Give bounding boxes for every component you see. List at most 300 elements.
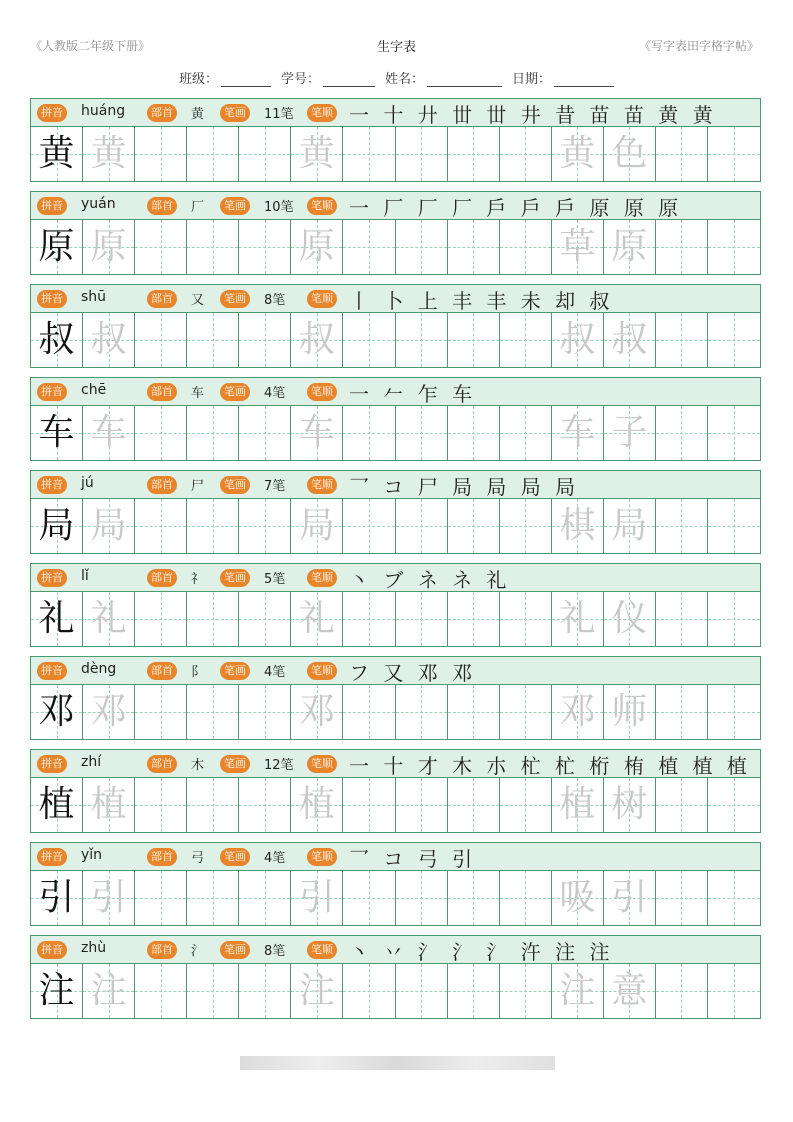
grid-cell[interactable] [343,499,395,553]
strokes-value: 4笔 [264,665,286,680]
grid-cell[interactable] [83,127,135,181]
grid-cell[interactable] [552,685,604,739]
grid-cell[interactable] [396,964,448,1018]
grid-cell[interactable] [83,592,135,646]
grid-cell[interactable] [708,406,760,460]
name-field[interactable] [427,72,502,87]
model-character: 局 [38,505,75,546]
grid-cell[interactable] [239,127,291,181]
grid-cell[interactable] [396,871,448,925]
trace-character: 叔 [90,319,127,360]
grid-cell[interactable] [83,778,135,832]
pinyin-value: zhù [81,940,107,956]
stroke-order: 丨 卜 上 丰 丰 未 却 叔 [349,289,614,313]
grid-cell[interactable] [83,220,135,274]
grid-cell[interactable] [343,592,395,646]
grid-cell[interactable] [135,499,187,553]
grid-cell[interactable] [187,871,239,925]
strokes-value: 4笔 [264,851,286,866]
grid-cell[interactable] [552,964,604,1018]
pinyin-value: zhí [81,754,102,770]
model-character: 车 [38,412,75,453]
radical-value: 弓 [191,851,205,866]
grid-cell[interactable] [396,127,448,181]
grid-cell[interactable] [448,406,500,460]
grid-cell[interactable] [552,778,604,832]
grid-cell[interactable] [291,220,343,274]
class-label: 班级： [178,72,218,87]
order-badge: 笔顺 [307,383,337,401]
radical-badge: 部首 [147,476,177,494]
trace-character: 原 [90,226,127,267]
trace-character: 黄 [298,133,335,174]
grid-cell[interactable] [291,871,343,925]
radical-badge: 部首 [147,197,177,215]
trace-character: 邓 [90,691,127,732]
trace-character: 色 [611,133,648,174]
trace-character: 黄 [559,133,596,174]
page-title: 生字表 [376,40,416,55]
grid-cell[interactable] [187,220,239,274]
pinyin-value: dèng [81,661,117,677]
row-header [31,750,760,778]
grid-cell[interactable] [31,964,83,1018]
grid-cell[interactable] [604,220,656,274]
pinyin-value: yuán [81,196,116,212]
trace-character: 植 [90,784,127,825]
character-row [30,191,761,275]
pinyin-badge: 拼音 [37,383,67,401]
name-label: 姓名： [385,72,425,87]
grid-cell[interactable] [656,592,708,646]
grid-cell[interactable] [552,127,604,181]
radical-value: 车 [191,386,205,401]
character-row [30,842,761,926]
grid-cell[interactable] [31,220,83,274]
grid-cell[interactable] [239,685,291,739]
strokes-value: 12笔 [264,758,294,773]
grid-cell[interactable] [239,220,291,274]
row-header [31,99,760,127]
strokes-badge: 笔画 [220,569,250,587]
grid-cell[interactable] [604,592,656,646]
grid-cell[interactable] [708,313,760,367]
practice-grid [31,778,760,832]
grid-cell[interactable] [187,964,239,1018]
grid-cell[interactable] [656,220,708,274]
grid-cell[interactable] [604,313,656,367]
grid-cell[interactable] [604,406,656,460]
grid-cell[interactable] [83,499,135,553]
grid-cell[interactable] [187,406,239,460]
radical-value: 厂 [191,200,205,215]
date-field[interactable] [554,72,614,87]
pinyin-badge: 拼音 [37,848,67,866]
strokes-badge: 笔画 [220,662,250,680]
pinyin-badge: 拼音 [37,290,67,308]
trace-character: 注 [90,970,127,1011]
row-header [31,378,760,406]
row-header [31,471,760,499]
grid-cell[interactable] [83,964,135,1018]
model-character: 引 [38,877,75,918]
trace-character: 叔 [298,319,335,360]
stroke-order: 乛 コ 弓 引 [349,847,477,871]
grid-cell[interactable] [187,592,239,646]
grid-cell[interactable] [187,778,239,832]
trace-character: 礼 [298,598,335,639]
grid-cell[interactable] [31,778,83,832]
row-header [31,192,760,220]
grid-cell[interactable] [187,127,239,181]
grid-cell[interactable] [500,406,552,460]
grid-cell[interactable] [552,220,604,274]
grid-cell[interactable] [656,778,708,832]
pinyin-value: lǐ [81,568,89,584]
trace-character: 车 [298,412,335,453]
grid-cell[interactable] [604,871,656,925]
radical-value: 黄 [191,107,205,122]
grid-cell[interactable] [291,592,343,646]
grid-cell[interactable] [239,871,291,925]
grid-cell[interactable] [31,406,83,460]
radical-badge: 部首 [147,662,177,680]
grid-cell[interactable] [552,871,604,925]
grid-cell[interactable] [343,313,395,367]
trace-character: 植 [298,784,335,825]
trace-character: 原 [611,226,648,267]
trace-character: 礼 [559,598,596,639]
trace-character: 引 [611,877,648,918]
grid-cell[interactable] [291,778,343,832]
grid-cell[interactable] [500,127,552,181]
strokes-value: 8笔 [264,293,286,308]
model-character: 原 [38,226,75,267]
grid-cell[interactable] [135,127,187,181]
trace-character: 师 [611,691,648,732]
stroke-order: 一 十 廾 丗 丗 井 昔 苗 苗 黄 黄 [349,103,717,127]
strokes-badge: 笔画 [220,104,250,122]
trace-character: 草 [559,226,596,267]
grid-cell[interactable] [31,127,83,181]
grid-cell[interactable] [135,220,187,274]
grid-cell[interactable] [448,778,500,832]
grid-cell[interactable] [396,406,448,460]
grid-cell[interactable] [396,778,448,832]
grid-cell[interactable] [31,592,83,646]
pinyin-value: huáng [81,103,126,119]
pinyin-badge: 拼音 [37,941,67,959]
grid-cell[interactable] [135,964,187,1018]
pinyin-value: chē [81,382,107,398]
grid-cell[interactable] [343,778,395,832]
pinyin-badge: 拼音 [37,569,67,587]
pinyin-badge: 拼音 [37,476,67,494]
model-character: 黄 [38,133,75,174]
trace-character: 意 [611,970,648,1011]
practice-grid [31,685,760,739]
grid-cell[interactable] [135,406,187,460]
strokes-badge: 笔画 [220,197,250,215]
grid-cell[interactable] [656,499,708,553]
row-header [31,285,760,313]
grid-cell[interactable] [656,871,708,925]
grid-cell[interactable] [83,871,135,925]
grid-cell[interactable] [31,499,83,553]
series-title: 《写字表田字格字帖》 [638,39,759,53]
grid-cell[interactable] [552,592,604,646]
grid-cell[interactable] [343,406,395,460]
radical-value: 氵 [191,944,205,959]
model-character: 叔 [38,319,75,360]
grid-cell[interactable] [83,406,135,460]
grid-cell[interactable] [31,871,83,925]
radical-badge: 部首 [147,941,177,959]
model-character: 邓 [38,691,75,732]
trace-character: 仪 [611,598,648,639]
order-badge: 笔顺 [307,755,337,773]
trace-character: 叔 [559,319,596,360]
trace-character: 局 [298,505,335,546]
grid-cell[interactable] [343,685,395,739]
grid-cell[interactable] [291,964,343,1018]
grid-cell[interactable] [135,313,187,367]
model-character: 注 [38,970,75,1011]
grid-cell[interactable] [448,871,500,925]
grid-cell[interactable] [656,127,708,181]
trace-character: 礼 [90,598,127,639]
trace-character: 注 [298,970,335,1011]
radical-badge: 部首 [147,755,177,773]
pinyin-value: yǐn [81,847,103,863]
grid-cell[interactable] [343,964,395,1018]
trace-character: 吸 [559,877,596,918]
grid-cell[interactable] [187,499,239,553]
order-badge: 笔顺 [307,104,337,122]
grid-cell[interactable] [604,685,656,739]
grid-cell[interactable] [708,685,760,739]
trace-character: 树 [611,784,648,825]
grid-cell[interactable] [448,499,500,553]
grid-cell[interactable] [291,685,343,739]
grid-cell[interactable] [500,499,552,553]
grid-cell[interactable] [500,220,552,274]
grid-cell[interactable] [448,964,500,1018]
order-badge: 笔顺 [307,197,337,215]
grid-cell[interactable] [239,313,291,367]
grid-cell[interactable] [656,406,708,460]
trace-character: 子 [611,412,648,453]
strokes-badge: 笔画 [220,848,250,866]
number-label: 学号： [280,72,320,87]
grid-cell[interactable] [656,313,708,367]
trace-character: 局 [90,505,127,546]
radical-value: 尸 [191,479,205,494]
strokes-badge: 笔画 [220,755,250,773]
grid-cell[interactable] [500,964,552,1018]
stroke-order: 乛 コ 尸 局 局 局 局 [349,475,580,499]
grid-cell[interactable] [500,313,552,367]
trace-character: 邓 [559,691,596,732]
radical-value: 阝 [191,665,205,680]
radical-value: 木 [191,758,205,773]
practice-grid [31,127,760,181]
row-header [31,936,760,964]
trace-character: 原 [298,226,335,267]
practice-grid [31,406,760,460]
grid-cell[interactable] [396,499,448,553]
order-badge: 笔顺 [307,848,337,866]
grid-cell[interactable] [291,499,343,553]
order-badge: 笔顺 [307,569,337,587]
trace-character: 引 [90,877,127,918]
grid-cell[interactable] [708,778,760,832]
order-badge: 笔顺 [307,290,337,308]
date-label: 日期： [512,72,552,87]
strokes-value: 11笔 [264,107,294,122]
grid-cell[interactable] [31,313,83,367]
radical-badge: 部首 [147,569,177,587]
grid-cell[interactable] [656,964,708,1018]
pinyin-badge: 拼音 [37,662,67,680]
character-row [30,749,761,833]
strokes-badge: 笔画 [220,941,250,959]
grid-cell[interactable] [500,685,552,739]
strokes-badge: 笔画 [220,476,250,494]
grid-cell[interactable] [83,685,135,739]
stroke-order: 丶 ブ ネ ネ 礼 [349,568,511,592]
row-header [31,657,760,685]
grid-cell[interactable] [604,778,656,832]
grid-cell[interactable] [135,685,187,739]
grid-cell[interactable] [552,499,604,553]
practice-grid [31,592,760,646]
practice-grid [31,871,760,925]
grid-cell[interactable] [239,964,291,1018]
stroke-order: フ 又 邓 邓 [349,661,477,685]
stroke-order: 丶 丷 氵 氵 氵 汻 注 注 [349,940,614,964]
grid-cell[interactable] [448,592,500,646]
pinyin-badge: 拼音 [37,104,67,122]
class-field[interactable] [221,72,271,87]
grid-cell[interactable] [396,685,448,739]
pinyin-badge: 拼音 [37,197,67,215]
grid-cell[interactable] [448,313,500,367]
model-character: 植 [38,784,75,825]
trace-character: 邓 [298,691,335,732]
grid-cell[interactable] [708,220,760,274]
grid-cell[interactable] [291,313,343,367]
grid-cell[interactable] [291,406,343,460]
blurred-footer [240,1056,555,1070]
grid-cell[interactable] [135,778,187,832]
character-row [30,935,761,1019]
grid-cell[interactable] [656,685,708,739]
trace-character: 引 [298,877,335,918]
grid-cell[interactable] [396,313,448,367]
pinyin-value: jú [81,475,94,491]
grid-cell[interactable] [448,685,500,739]
trace-character: 局 [611,505,648,546]
practice-grid [31,964,760,1018]
grid-cell[interactable] [31,685,83,739]
number-field[interactable] [323,72,375,87]
radical-badge: 部首 [147,383,177,401]
practice-grid [31,313,760,367]
grid-cell[interactable] [187,313,239,367]
grid-cell[interactable] [239,499,291,553]
row-header [31,564,760,592]
grid-cell[interactable] [239,592,291,646]
stroke-order: 一 厂 厂 厂 戶 戶 戶 原 原 原 [349,196,683,220]
stroke-order: 一 𠂉 乍 车 [349,382,477,406]
grid-cell[interactable] [135,871,187,925]
grid-cell[interactable] [135,592,187,646]
practice-grid [31,220,760,274]
radical-badge: 部首 [147,104,177,122]
model-character: 礼 [38,598,75,639]
character-row [30,377,761,461]
grid-cell[interactable] [552,406,604,460]
stroke-order: 一 十 才 木 朩 杧 杧 桁 栯 植 植 植 [349,754,751,778]
practice-grid [31,499,760,553]
trace-character: 车 [90,412,127,453]
character-row [30,656,761,740]
grid-cell[interactable] [396,592,448,646]
trace-character: 注 [559,970,596,1011]
grid-cell[interactable] [448,127,500,181]
grid-cell[interactable] [448,220,500,274]
radical-value: 礻 [191,572,205,587]
strokes-value: 7笔 [264,479,286,494]
grid-cell[interactable] [83,313,135,367]
grid-cell[interactable] [604,127,656,181]
pinyin-badge: 拼音 [37,755,67,773]
grid-cell[interactable] [708,871,760,925]
grid-cell[interactable] [291,127,343,181]
grid-cell[interactable] [708,127,760,181]
strokes-badge: 笔画 [220,383,250,401]
grid-cell[interactable] [604,964,656,1018]
grid-cell[interactable] [343,220,395,274]
strokes-value: 4笔 [264,386,286,401]
grid-cell[interactable] [500,871,552,925]
grid-cell[interactable] [500,778,552,832]
grid-cell[interactable] [343,127,395,181]
grid-cell[interactable] [500,592,552,646]
radical-value: 又 [191,293,205,308]
grid-cell[interactable] [708,964,760,1018]
grid-cell[interactable] [239,778,291,832]
grid-cell[interactable] [604,499,656,553]
trace-character: 黄 [90,133,127,174]
grid-cell[interactable] [708,592,760,646]
grid-cell[interactable] [239,406,291,460]
strokes-value: 5笔 [264,572,286,587]
character-row [30,470,761,554]
radical-badge: 部首 [147,848,177,866]
order-badge: 笔顺 [307,941,337,959]
order-badge: 笔顺 [307,662,337,680]
grid-cell[interactable] [343,871,395,925]
character-row [30,284,761,368]
book-title: 《人教版二年级下册》 [30,39,151,53]
grid-cell[interactable] [396,220,448,274]
order-badge: 笔顺 [307,476,337,494]
grid-cell[interactable] [187,685,239,739]
grid-cell[interactable] [708,499,760,553]
grid-cell[interactable] [552,313,604,367]
